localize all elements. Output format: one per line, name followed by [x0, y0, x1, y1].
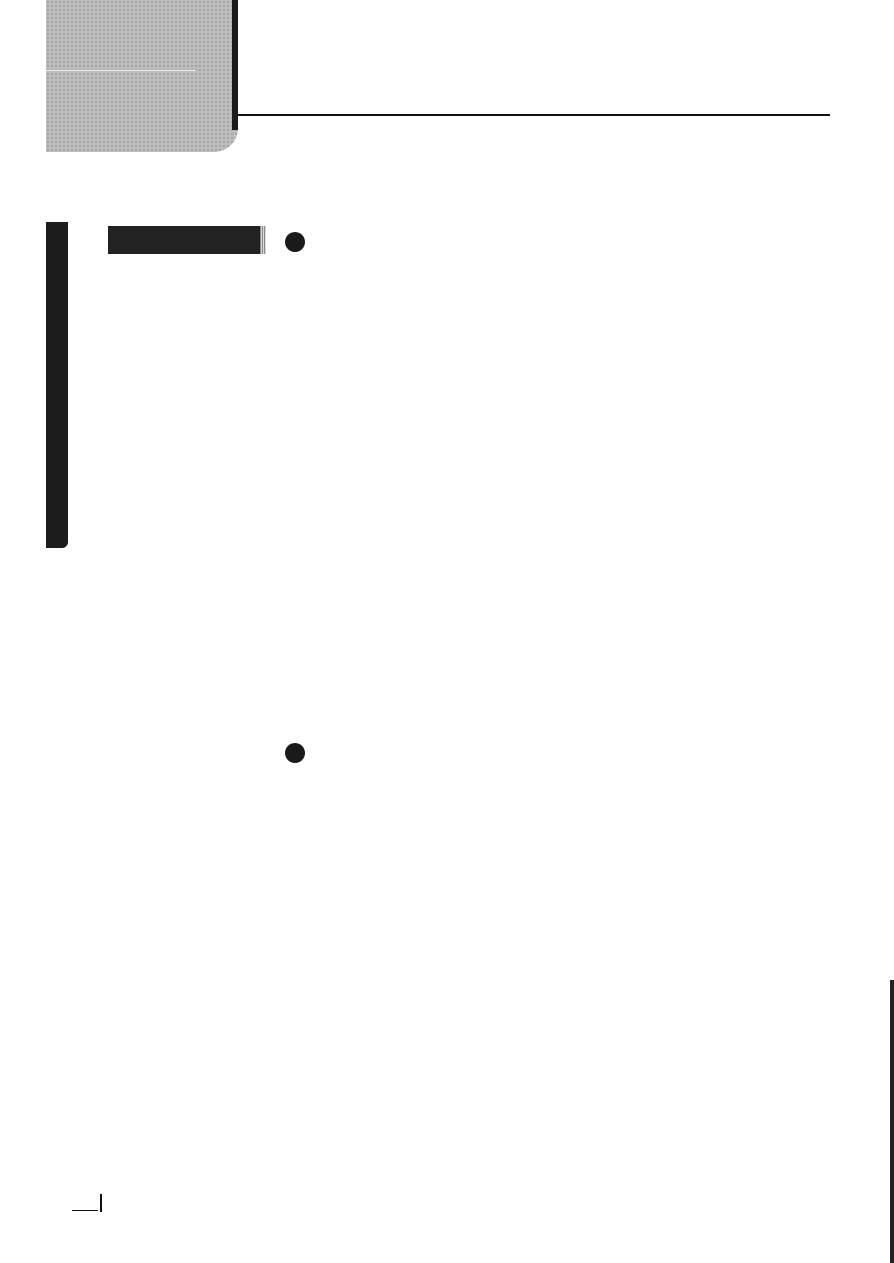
section-label [108, 226, 260, 254]
unit-banner [46, 0, 238, 152]
page-number-rule [72, 1210, 98, 1211]
unit-divider [46, 70, 196, 71]
page-edge [890, 980, 894, 1263]
section-b-badge [285, 743, 305, 763]
title-rule [238, 114, 830, 116]
side-tab [46, 222, 68, 548]
section-a-badge [285, 232, 305, 252]
page-number-bar [100, 1194, 102, 1212]
section-label-edge [260, 226, 266, 254]
unit-banner-edge [232, 0, 238, 130]
